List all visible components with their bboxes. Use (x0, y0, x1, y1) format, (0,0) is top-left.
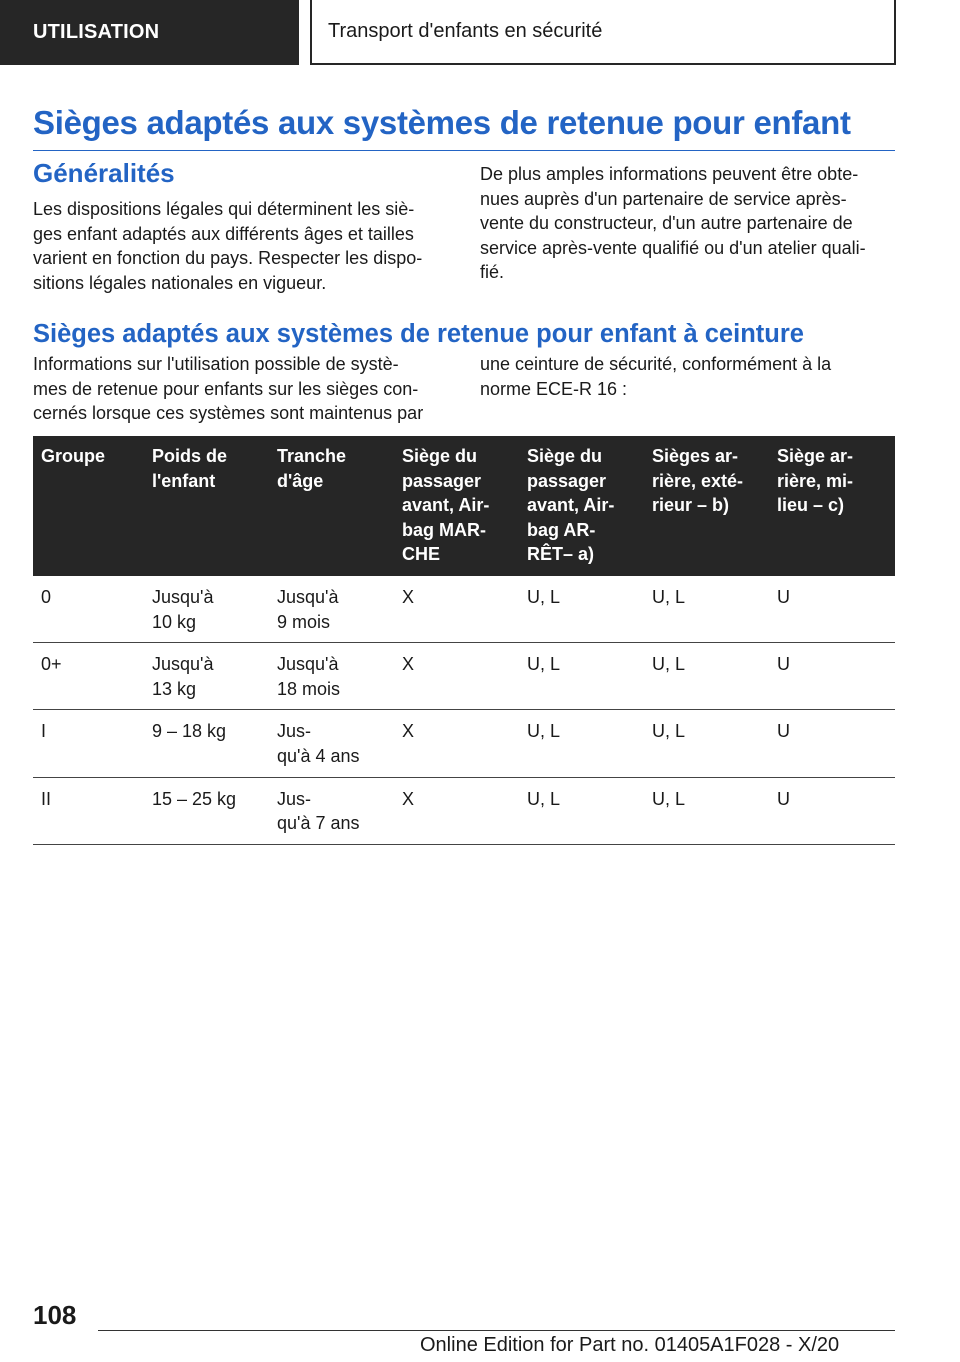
cell-line: 18 mois (277, 678, 341, 699)
table-row (33, 576, 895, 643)
footer-divider (98, 1330, 895, 1331)
cell-line: U, L (527, 721, 561, 742)
table-header-row (33, 436, 895, 576)
cell-group (33, 576, 144, 643)
text-line: De plus amples informations peuvent être obte‐ (480, 164, 859, 184)
text-line: mes de retenue pour enfants sur les sièges con‐ (33, 378, 419, 399)
table-row (33, 777, 895, 844)
text-line: norme ECE-R 16 : (480, 378, 628, 399)
cell-line: X (402, 654, 415, 675)
column-header-weight (144, 436, 269, 576)
header-line: bag AR‐ (527, 519, 596, 540)
header-line: bag MAR‐ (402, 519, 486, 540)
cell-line: Jusqu'à (277, 654, 339, 675)
column-header-front-airbag-on (394, 436, 519, 576)
cell-rear-middle (769, 777, 895, 844)
cell-weight (144, 643, 269, 710)
cell-age (269, 710, 394, 777)
cell-line: 15 – 25 kg (152, 788, 237, 809)
header-section-tab (0, 0, 299, 65)
cell-line: U, L (652, 788, 686, 809)
cell-front-airbag-off (519, 710, 644, 777)
seat-table (33, 436, 895, 845)
column-header-rear-outer (644, 436, 769, 576)
column-header-front-airbag-off (519, 436, 644, 576)
cell-line: Jusqu'à (152, 586, 214, 607)
cell-rear-middle (769, 643, 895, 710)
cell-group (33, 777, 144, 844)
cell-line: U (777, 654, 790, 675)
cell-weight (144, 576, 269, 643)
page-number: 108 (33, 1300, 77, 1330)
header-line: Sièges ar‐ (652, 446, 739, 466)
belt-left-column (33, 352, 453, 426)
general-left-text (33, 197, 453, 295)
header-line: passager (402, 470, 482, 491)
table-row (33, 643, 895, 710)
cell-front-airbag-on (394, 710, 519, 777)
header-line: Siège du (527, 446, 603, 466)
cell-group (33, 710, 144, 777)
belt-left-text (33, 352, 453, 426)
cell-group (33, 643, 144, 710)
cell-line: U (777, 586, 790, 607)
header-line: Tranche (277, 446, 347, 466)
cell-line: U (777, 788, 790, 809)
header-line: avant, Air‐ (402, 495, 490, 516)
belt-right-text (480, 352, 900, 401)
cell-line: II (41, 788, 52, 809)
cell-rear-outer (644, 710, 769, 777)
general-left-column (33, 158, 453, 295)
header-line: d'âge (277, 470, 324, 491)
cell-front-airbag-on (394, 643, 519, 710)
header-line: RÊT– a) (527, 544, 595, 565)
header-line: l'enfant (152, 470, 216, 491)
text-line: nues auprès d'un partenaire de service après- (480, 188, 847, 209)
text-line: service après-vente qualifié ou d'un atelier quali‐ (480, 237, 866, 258)
general-right-column (480, 162, 900, 285)
belt-section-heading: Sièges adaptés aux systèmes de retenue pour enfant à ceinture (33, 320, 804, 348)
cell-line: U, L (527, 654, 561, 675)
text-line: Informations sur l'utilisation possible de systè‐ (33, 354, 399, 374)
header-line: rière, exté‐ (652, 470, 744, 491)
header-line: CHE (402, 544, 441, 565)
text-line: sitions légales nationales en vigueur. (33, 272, 327, 293)
cell-line: 9 – 18 kg (152, 721, 227, 742)
cell-line: Jusqu'à (277, 586, 339, 607)
text-line: varient en fonction du pays. Respecter les dispo‐ (33, 248, 423, 269)
cell-rear-middle (769, 710, 895, 777)
header-line: avant, Air‐ (527, 495, 615, 516)
cell-front-airbag-off (519, 576, 644, 643)
text-line: Les dispositions légales qui déterminent les siè‐ (33, 199, 415, 219)
cell-weight (144, 710, 269, 777)
cell-line: Jus‐ (277, 788, 312, 809)
footer-edition: Online Edition for Part no. 01405A1F028 - X/20 (420, 1334, 840, 1356)
cell-line: U, L (527, 586, 561, 607)
cell-line: 0+ (41, 654, 62, 675)
cell-line: U, L (527, 788, 561, 809)
text-line: ges enfant adaptés aux différents âges et tailles (33, 223, 414, 244)
table-row (33, 710, 895, 777)
child-seat-table (33, 436, 895, 845)
cell-line: 0 (41, 586, 52, 607)
cell-line: 10 kg (152, 611, 197, 632)
text-line: cernés lorsque ces systèmes sont maintenus par (33, 403, 424, 424)
header-line: Poids de (152, 446, 228, 466)
cell-weight (144, 777, 269, 844)
header-line: Groupe (41, 446, 106, 466)
header-line: rieur – b) (652, 495, 730, 516)
cell-line: U, L (652, 586, 686, 607)
column-header-group (33, 436, 144, 576)
general-heading: Généralités (33, 158, 175, 188)
header-line: passager (527, 470, 607, 491)
header-line: Siège du (402, 446, 478, 466)
text-line: vente du constructeur, d'un autre partenaire de (480, 213, 853, 234)
cell-front-airbag-off (519, 777, 644, 844)
header-section-label: UTILISATION (33, 21, 160, 43)
page-title: Sièges adaptés aux systèmes de retenue pour enfant (33, 104, 895, 151)
cell-line: U (777, 721, 790, 742)
cell-rear-middle (769, 576, 895, 643)
cell-line: U, L (652, 721, 686, 742)
cell-line: Jus‐ (277, 721, 312, 742)
cell-line: X (402, 721, 415, 742)
text-line: fié. (480, 262, 505, 283)
cell-front-airbag-on (394, 576, 519, 643)
cell-line: 9 mois (277, 611, 331, 632)
header-line: lieu – c) (777, 495, 845, 516)
cell-line: I (41, 721, 47, 742)
cell-line: Jusqu'à (152, 654, 214, 675)
header-line: Siège ar‐ (777, 446, 854, 466)
general-right-text (480, 162, 900, 285)
header-chapter-label: Transport d'enfants en sécurité (328, 20, 603, 42)
cell-line: qu'à 4 ans (277, 745, 360, 766)
cell-rear-outer (644, 576, 769, 643)
cell-age (269, 576, 394, 643)
header-line: rière, mi‐ (777, 470, 854, 491)
cell-age (269, 777, 394, 844)
cell-rear-outer (644, 777, 769, 844)
cell-age (269, 643, 394, 710)
column-header-rear-middle (769, 436, 895, 576)
cell-front-airbag-off (519, 643, 644, 710)
cell-line: X (402, 788, 415, 809)
text-line: une ceinture de sécurité, conformément à la (480, 354, 832, 374)
cell-line: qu'à 7 ans (277, 813, 360, 834)
column-header-age (269, 436, 394, 576)
belt-right-column (480, 352, 900, 401)
cell-line: U, L (652, 654, 686, 675)
header-chapter-box (310, 0, 896, 65)
cell-rear-outer (644, 643, 769, 710)
cell-line: X (402, 586, 415, 607)
cell-front-airbag-on (394, 777, 519, 844)
cell-line: 13 kg (152, 678, 197, 699)
